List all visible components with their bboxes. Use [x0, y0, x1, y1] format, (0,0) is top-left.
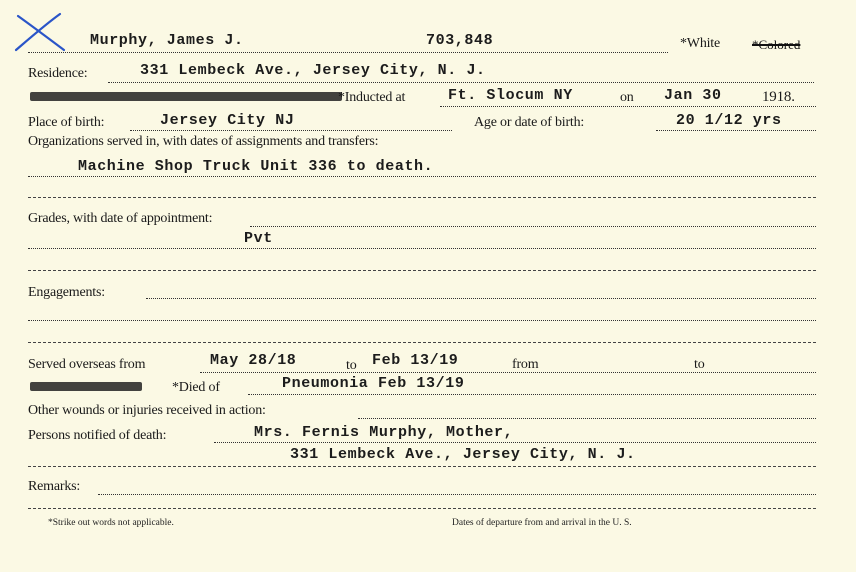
grades-line-3 [28, 270, 816, 271]
residence-value: 331 Lembeck Ave., Jersey City, N. J. [140, 62, 486, 79]
organization-line-1 [28, 176, 816, 177]
served-from-label-2: from [512, 357, 539, 372]
notified-line-1 [214, 442, 816, 443]
remarks-line-2 [28, 508, 816, 509]
served-to-value: Feb 13/19 [372, 352, 459, 369]
birth-place-label: Place of birth: [28, 115, 105, 130]
organizations-label: Organizations served in, with dates of assignments and transfers: [28, 134, 379, 149]
organization-value: Machine Shop Truck Unit 336 to death. [78, 158, 434, 175]
served-to-label-2: to [694, 357, 705, 372]
birth-place-value: Jersey City NJ [160, 112, 295, 129]
birth-place-line [130, 130, 452, 131]
grades-label: Grades, with date of appointment: [28, 211, 213, 226]
wounds-label: Other wounds or injuries received in action: [28, 403, 266, 418]
served-to-label: to [346, 358, 357, 373]
engagements-line-3 [28, 342, 816, 343]
age-label: Age or date of birth: [474, 115, 585, 130]
residence-label: Residence: [28, 66, 88, 81]
notified-label: Persons notified of death: [28, 428, 167, 443]
served-line [200, 372, 816, 373]
served-overseas-label: Served overseas from [28, 357, 146, 372]
organization-line-2 [28, 197, 816, 198]
notified-value-1: Mrs. Fernis Murphy, Mother, [254, 424, 514, 441]
serial-number: 703,848 [426, 32, 494, 49]
inducted-label: *Inducted at [338, 90, 406, 105]
enlisted-struck-out [30, 92, 342, 101]
engagements-line-2 [28, 320, 816, 321]
on-label: on [620, 90, 634, 105]
remarks-label: Remarks: [28, 479, 81, 494]
age-line [656, 130, 816, 131]
name-value: Murphy, James J. [90, 32, 244, 49]
grades-line-2 [28, 248, 816, 249]
grades-line-1 [250, 226, 816, 227]
inducted-place: Ft. Slocum NY [448, 87, 573, 104]
died-line [248, 394, 816, 395]
engagements-line-1 [146, 298, 816, 299]
inducted-year: 1918. [762, 89, 795, 105]
served-from-value: May 28/18 [210, 352, 297, 369]
died-label: *Died of [172, 380, 220, 395]
footnote-dates: Dates of departure from and arrival in the U. S. [452, 518, 632, 528]
inducted-date: Jan 30 [664, 87, 722, 104]
name-line [28, 52, 668, 53]
residence-line [108, 82, 814, 83]
grade-value: Pvt [244, 230, 273, 247]
wounds-line [358, 418, 816, 419]
inducted-line [440, 106, 816, 107]
notified-value-2: 331 Lembeck Ave., Jersey City, N. J. [290, 446, 636, 463]
footnote-strike-out: *Strike out words not applicable. [48, 518, 174, 528]
died-of-value: Pneumonia Feb 13/19 [282, 375, 465, 392]
race-colored-struck: *Colored [752, 37, 801, 52]
race-white: *White [680, 36, 721, 51]
remarks-line-1 [98, 494, 816, 495]
engagements-label: Engagements: [28, 285, 105, 300]
age-value: 20 1/12 yrs [676, 112, 782, 129]
killed-in-action-struck-out [30, 382, 142, 391]
blue-x-mark-icon [10, 10, 72, 56]
notified-line-2 [28, 466, 816, 467]
